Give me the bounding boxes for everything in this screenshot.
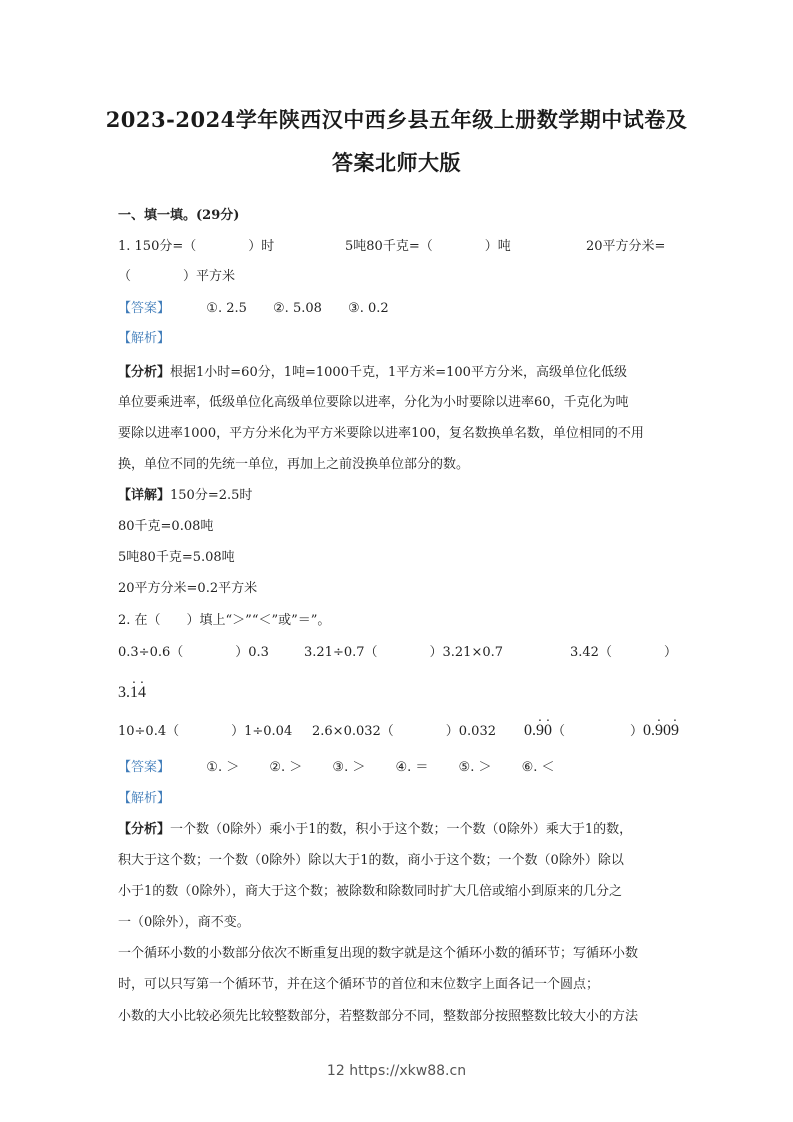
analysis-label: 【解析】 <box>118 331 171 346</box>
section-heading: 一、填一填。(29分) <box>118 208 240 223</box>
q1-fenxi-line3: 要除以进率1000，平方分米化为平方米要除以进率100，复名数换单名数，单位相同的不用 <box>118 426 644 441</box>
q2-row2-a: 10÷0.4（ ）1÷0.04 <box>118 724 293 739</box>
q2-row1-c2-repeating-decimal <box>118 684 146 702</box>
document-title-line2: 答案北师大版 <box>332 150 461 175</box>
footer-url[interactable]: https://xkw88.cn <box>349 1063 467 1079</box>
q2-text-line7: 小数的大小比较必须先比较整数部分，若整数部分不同，整数部分按照整数比较大小的方法 <box>118 1009 639 1024</box>
q1-part-c2: （ ）平方米 <box>118 269 236 284</box>
answer-item: ②. ＞ <box>269 760 303 775</box>
fenxi-label: 【分析】 <box>118 365 171 380</box>
answer-item: ②. 5.08 <box>273 301 322 316</box>
q1-xiangjie-line1 <box>118 487 252 505</box>
q2-row2-c <box>524 722 679 741</box>
int-part: 0. <box>643 722 656 739</box>
q2-row1-a: 0.3÷0.6（ ）0.3 <box>118 645 269 660</box>
q2-row1-c: 3.42（ ） <box>570 645 677 660</box>
page-number: 12 <box>326 1063 345 1079</box>
int-part: 3. <box>118 684 130 701</box>
page-footer <box>0 1063 793 1079</box>
answer-item: ①. ＞ <box>206 760 240 775</box>
answer-item: ①. 2.5 <box>206 301 247 316</box>
int-part: 0. <box>524 722 536 739</box>
q2-row1-b: 3.21÷0.7（ ）3.21×0.7 <box>304 645 504 660</box>
q2-fenxi-line4: 一（0除外），商不变。 <box>118 915 250 930</box>
fenxi-label: 【分析】 <box>118 822 171 837</box>
q2-fenxi-line3: 小于1的数（0除外），商大于这个数；被除数和除数同时扩大几倍或缩小到原来的几分之 <box>118 884 623 899</box>
dotted-digit: · 1 <box>130 684 138 702</box>
q1-xiangjie-line4: 20平方分米=0.2平方米 <box>118 581 258 596</box>
q2-answer-row <box>118 759 577 777</box>
answer-label: 【答案】 <box>118 760 171 775</box>
q1-answer-row <box>118 300 411 318</box>
document-title-line1: 2023-2024学年陕西汉中西乡县五年级上册数学期中试卷及 <box>105 107 688 132</box>
xiangjie-label: 【详解】 <box>118 488 171 503</box>
q1-fenxi-line1 <box>118 364 627 382</box>
q1-xiangjie-line3: 5吨80千克=5.08吨 <box>118 550 235 565</box>
dotted-digit: · 4 <box>138 684 146 702</box>
dotted-digit: · 9 <box>536 722 544 740</box>
answer-item: ⑤. ＞ <box>458 760 492 775</box>
q2-row2-b: 2.6×0.032（ ）0.032 <box>312 724 496 739</box>
q1-part-a: 1. 150分=（ ）时 <box>118 239 275 254</box>
blank: （ ） <box>552 724 644 739</box>
q2-text-line5: 一个循环小数的小数部分依次不断重复出现的数字就是这个循环小数的循环节；写循环小数 <box>118 946 639 961</box>
q1-fenxi-line2: 单位要乘进率，低级单位化高级单位要除以进率，分化为小时要除以进率60，千克化为吨 <box>118 395 629 410</box>
fenxi-text: 一个数（0除外）乘小于1的数，积小于这个数；一个数（0除外）乘大于1的数， <box>170 822 633 837</box>
fenxi-text: 根据1小时=60分，1吨=1000千克，1平方米=100平方分米，高级单位化低级 <box>170 365 627 380</box>
answer-item: ③. 0.2 <box>348 301 389 316</box>
q1-fenxi-line4: 换，单位不同的先统一单位，再加上之前没换单位部分的数。 <box>118 457 470 472</box>
answer-item: ⑥. ＜ <box>521 760 555 775</box>
dotted-digit: · 9 <box>671 722 679 740</box>
repeating-decimal-0-909 <box>643 722 679 739</box>
xiangjie-text: 150分=2.5时 <box>170 488 253 503</box>
q2-text-line6: 时，可以只写第一个循环节，并在这个循环节的首位和末位数字上面各记一个圆点； <box>118 977 600 992</box>
answer-item: ③. ＞ <box>332 760 366 775</box>
digit: 0 <box>663 722 672 739</box>
repeating-decimal-0-90 <box>524 722 552 739</box>
q2-fenxi-line1 <box>118 821 632 839</box>
answer-label: 【答案】 <box>118 301 171 316</box>
answer-item: ④. ＝ <box>395 760 429 775</box>
dotted-digit: · 9 <box>655 722 663 740</box>
q1-xiangjie-line2: 80千克=0.08吨 <box>118 519 214 534</box>
q1-part-c: 20平方分米= <box>586 239 666 254</box>
q1-part-b: 5吨80千克=（ ）吨 <box>345 239 511 254</box>
q2-prompt: 2. 在（ ）填上“＞”“＜”或”＝”。 <box>118 613 331 628</box>
analysis-label: 【解析】 <box>118 791 171 806</box>
dotted-digit: · 0 <box>544 722 552 740</box>
q2-fenxi-line2: 积大于这个数；一个数（0除外）除以大于1的数，商小于这个数；一个数（0除外）除以 <box>118 853 624 868</box>
